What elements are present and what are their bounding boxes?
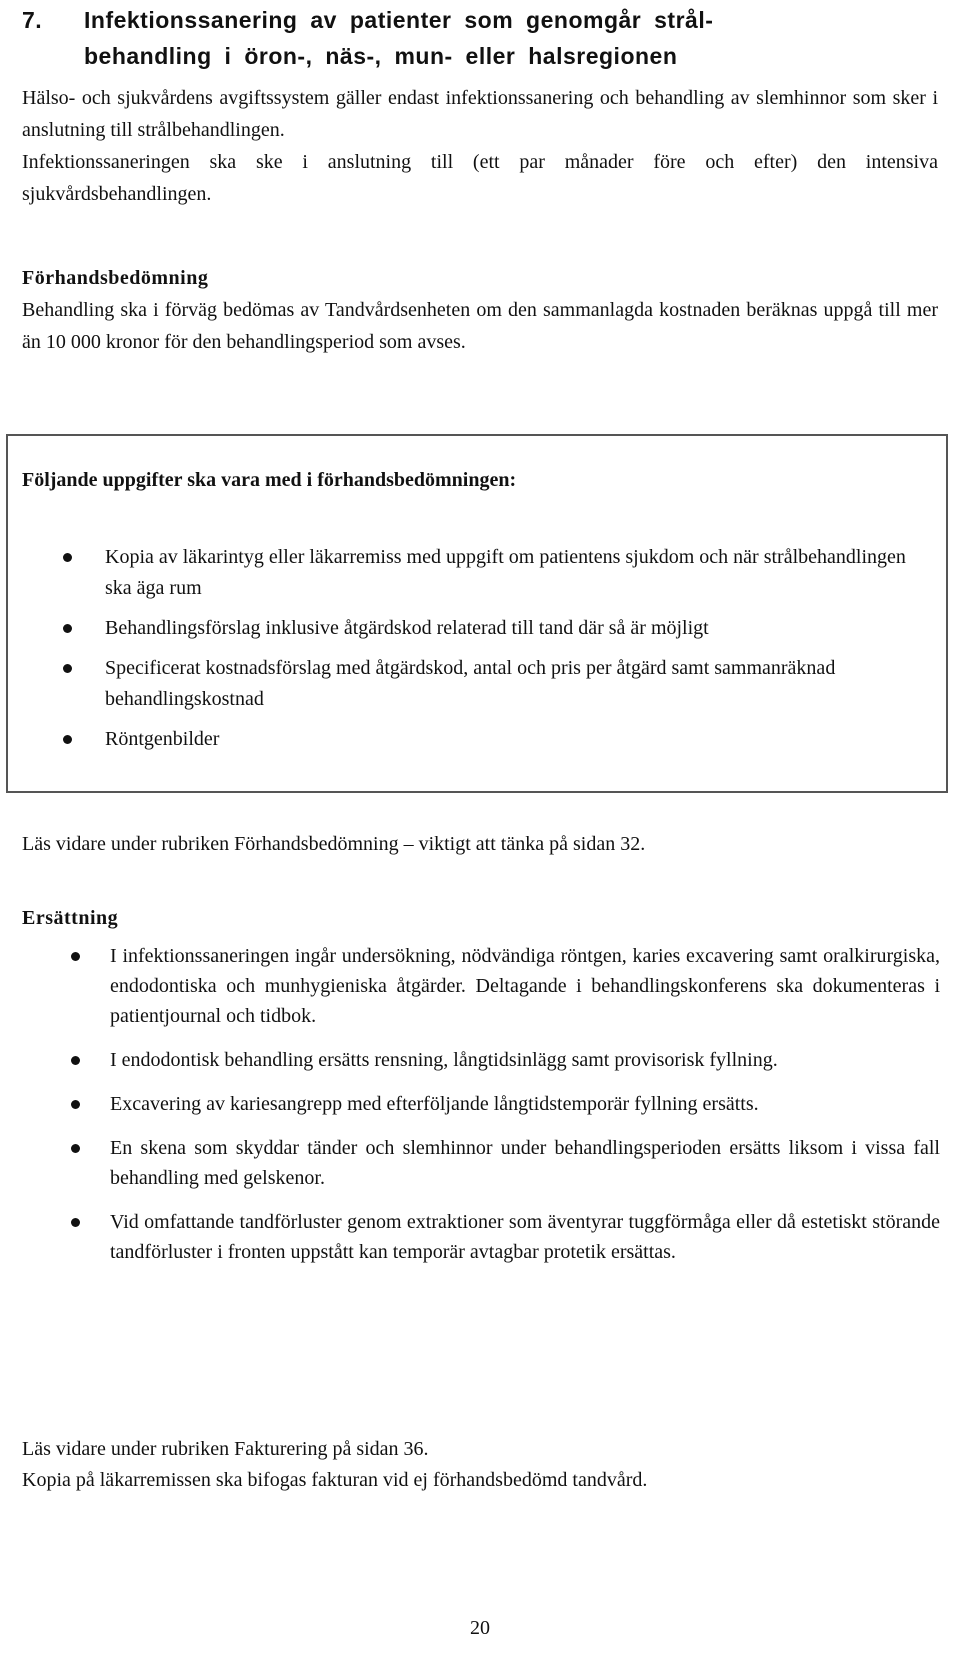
intro-paragraph-1: Hälso- och sjukvårdens avgiftssystem gäller endast infektionssanering och behandling av slemhinnor som sker i anslutning till strålbehandlingen. [22, 87, 938, 141]
list-item: En skena som skyddar tänder och slemhinnor under behandlingsperioden ersätts liksom i vissa fall behandling med gelskenor. [22, 1133, 940, 1193]
ersattning-section [22, 902, 938, 934]
read-more-forhandsbedomning: Läs vidare under rubriken Förhandsbedömning – viktigt att tänka på sidan 32. [22, 833, 646, 855]
list-item: I infektionssaneringen ingår undersökning, nödvändiga röntgen, karies excavering samt oralkirurgiska, endodontiska och munhygieniska åtgärder. Deltagande i behandlingskonferens ska dokumenteras i patientjournal och tidbok. [22, 941, 940, 1031]
bullet-icon [63, 735, 72, 744]
forhandsbedomning-text: Behandling ska i förväg bedömas av Tandvårdsenheten om den sammanlagda kostnaden beräknas uppgå till mer än 10 000 kronor för den behandlingsperiod som avses. [22, 299, 938, 353]
section-heading [22, 2, 942, 74]
list-item: Behandlingsförslag inklusive åtgärdskod relaterad till tand där så är möjligt [8, 613, 938, 644]
intro-paragraph-2: Infektionssaneringen ska ske i anslutning till (ett par månader före och efter) den intensiva sjukvårdsbehandlingen. [22, 151, 938, 205]
section-title-line-1: Infektionssanering av patienter som genomgår strål- [84, 7, 714, 33]
page-number: 20 [470, 1617, 490, 1639]
bullet-icon [71, 1100, 80, 1109]
required-info-list [8, 542, 938, 755]
intro [22, 82, 938, 210]
section-title-line-2: behandling i öron-, näs-, mun- eller halsregionen [84, 43, 678, 69]
list-item: I endodontisk behandling ersätts rensning, långtidsinlägg samt provisorisk fyllning. [22, 1045, 940, 1075]
bullet-icon [71, 1056, 80, 1065]
section-number: 7. [22, 7, 43, 33]
bullet-icon [71, 1218, 80, 1227]
list-item: Kopia av läkarintyg eller läkarremiss med uppgift om patientens sjukdom och när strålbehandlingen ska äga rum [8, 542, 938, 604]
required-info-box [6, 434, 948, 793]
list-item: Specificerat kostnadsförslag med åtgärdskod, antal och pris per åtgärd samt sammanräknad behandlingskostnad [8, 653, 938, 715]
bullet-icon [71, 1144, 80, 1153]
forhandsbedomning-section [22, 262, 938, 358]
bullet-icon [63, 553, 72, 562]
bullet-icon [63, 664, 72, 673]
remiss-note: Kopia på läkarremissen ska bifogas fakturan vid ej förhandsbedömd tandvård. [22, 1469, 648, 1491]
list-item: Excavering av kariesangrepp med efterföljande långtidstemporär fyllning ersätts. [22, 1089, 940, 1119]
closing-notes [22, 1434, 938, 1496]
list-item: Vid omfattande tandförluster genom extraktioner som äventyrar tuggförmåga eller då estetiskt störande tandförluster i fronten uppstått kan temporär avtagbar protetik ersättas. [22, 1207, 940, 1267]
bullet-icon [71, 952, 80, 961]
forhandsbedomning-heading: Förhandsbedömning [22, 267, 209, 289]
ersattning-heading: Ersättning [22, 907, 119, 929]
bullet-icon [63, 624, 72, 633]
required-info-heading: Följande uppgifter ska vara med i förhandsbedömningen: [22, 469, 517, 491]
list-item: Röntgenbilder [8, 724, 938, 755]
ersattning-list [22, 941, 940, 1267]
read-more-fakturering: Läs vidare under rubriken Fakturering på sidan 36. [22, 1438, 429, 1460]
